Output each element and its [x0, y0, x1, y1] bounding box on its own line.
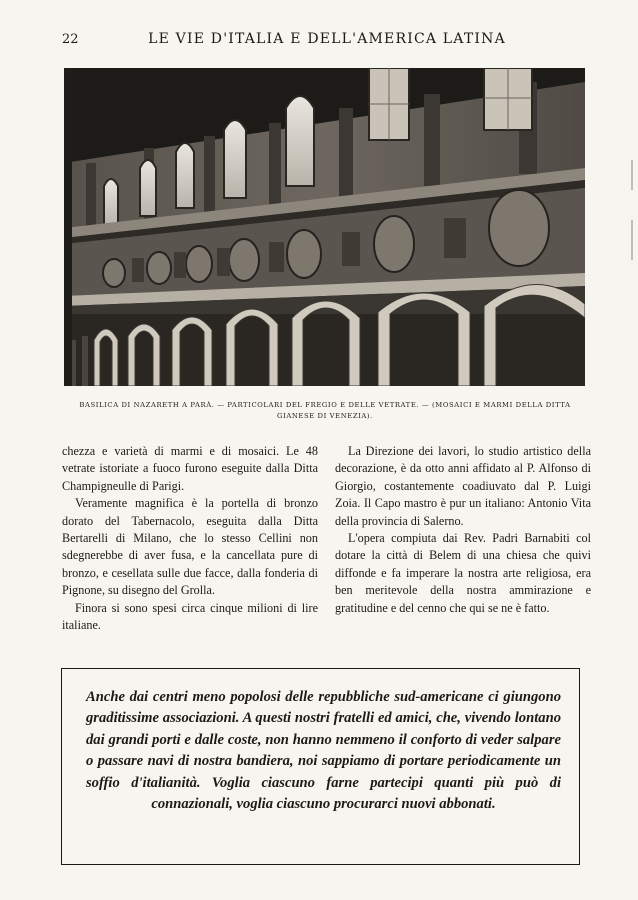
paragraph: L'opera compiuta dai Rev. Padri Barnabiti col dotare la città di Belem di una chiesa che quivi diffonde e fa imperare la nostra arte religiosa, era ben meritevole della nostra ammirazione e gratitudine e del cenno che qui se ne è fatto.	[335, 531, 591, 615]
running-head	[62, 30, 592, 50]
text-column-right	[335, 443, 591, 617]
page-edge-marks	[630, 160, 634, 310]
paragraph: Finora si sono spesi circa cinque milioni di lire italiane.	[62, 600, 318, 633]
paragraph: La Direzione dei lavori, lo studio artistico della decorazione, è da otto anni affidato al P. Alfonso di Giorgio, costantemente coadiuvato dal P. Luigi Zoia. Il Capo mastro è pur un italiano: Antonio Vita della provincia di Salerno.	[335, 444, 591, 528]
subscription-notice-text: Anche dai centri meno popolosi delle repubbliche sud-americane ci giungono graditissime associazioni. A questi nostri fratelli ed amici, che, vivendo lontano dai grandi porti e dalle coste, non hanno nemmeno il conforto di veder salpare o passare navi di nostra bandiera, noi sappiamo di portare periodicamente un soffio d'italianità. Voglia ciascuno farne partecipi quanti più può di connazionali, voglia ciascuno procurarci nuovi abbonati.	[86, 689, 561, 813]
photo-caption: BASILICA DI NAZARETH A PARÀ. — PARTICOLARI DEL FREGIO E DELLE VETRATE. — (MOSAICI E MARMI DELLA DITTA GIANESE DI VENEZIA).	[79, 401, 571, 420]
journal-title: LE VIE D'ITALIA E DELL'AMERICA LATINA	[148, 31, 506, 47]
basilica-photo	[64, 68, 585, 386]
paragraph: Veramente magnifica è la portella di bronzo dorato del Tabernacolo, eseguita dalla Ditta Bertarelli di Milano, che lo stesso Cellini non sdegnerebbe di aver fusa, e la cancellata pure di bronzo, e cesellata sulle due facce, dalla fonderia di Pignone, su disegno del Grolla.	[62, 496, 318, 598]
basilica-interior-illustration	[64, 68, 585, 386]
subscription-notice-box	[61, 668, 580, 865]
text-column-left	[62, 443, 318, 634]
page-number: 22	[62, 32, 79, 47]
paragraph: chezza e varietà di marmi e di mosaici. Le 48 vetrate istoriate a fuoco furono eseguite dalla Ditta Champigneulle di Parigi.	[62, 444, 318, 493]
